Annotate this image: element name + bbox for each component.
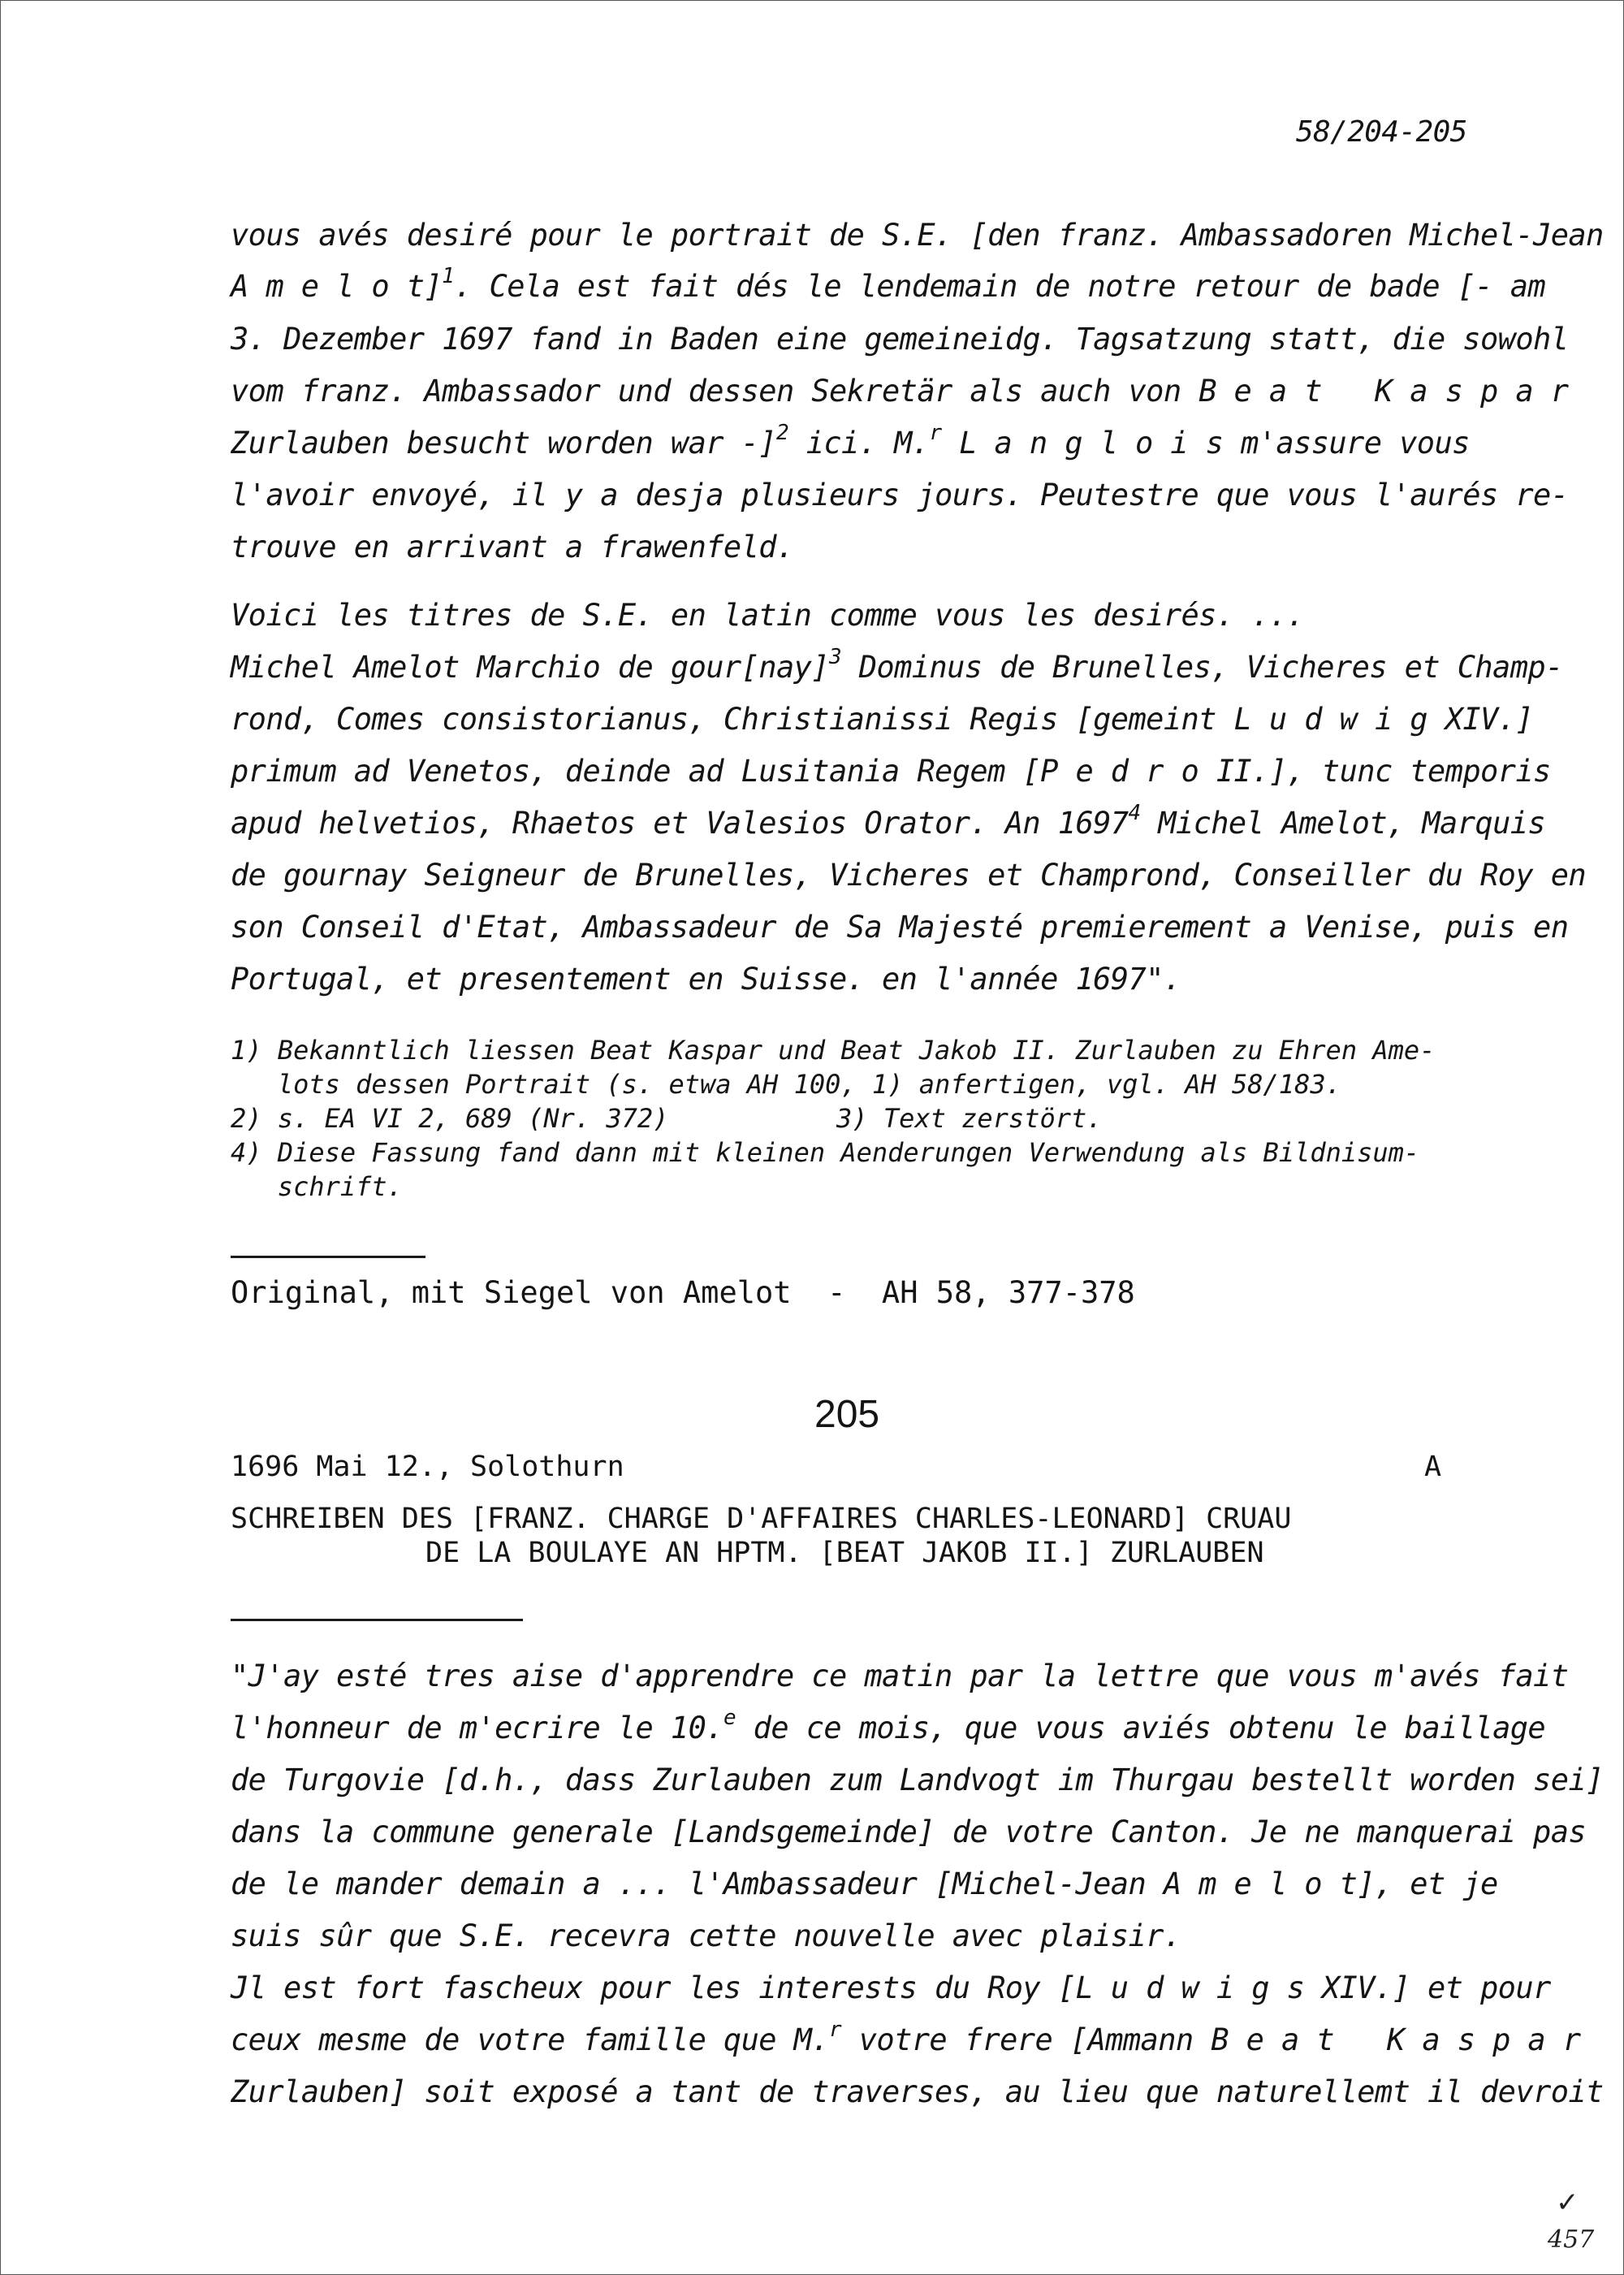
- text-line: de le mander demain a ... l'Ambassadeur [Michel-Jean A m e l o t], et je: [231, 1866, 1498, 1901]
- separator-rule: [231, 1619, 523, 1621]
- footnote-1: 1) Bekanntlich liessen Beat Kaspar und Beat Jakob II. Zurlauben zu Ehren Ame-: [231, 1035, 1436, 1066]
- footnote-3: 3) Text zerstört.: [836, 1103, 1103, 1134]
- superscript: r: [929, 420, 942, 445]
- text-line: Zurlauben besucht worden war -]$^2$ ici. M.$^r$ L a n g l o i s m'assure vous: [231, 420, 1470, 461]
- text-line: vom franz. Ambassador und dessen Sekretär als auch von B e a t K a s p a r: [231, 374, 1569, 409]
- text-line: suis sûr que S.E. recevra cette nouvelle avec plaisir.: [231, 1918, 1181, 1953]
- text-line: Zurlauben] soit exposé a tant de traverses, au lieu que naturellemt il devroit: [231, 2074, 1604, 2109]
- footnote-ref: 4: [1128, 800, 1141, 825]
- superscript: r: [828, 2017, 842, 2042]
- separator-rule: [231, 1256, 425, 1258]
- text-line: trouve en arrivant a frawenfeld.: [231, 530, 794, 564]
- footnote-4-cont: schrift.: [231, 1171, 403, 1202]
- text-line: son Conseil d'Etat, Ambassadeur de Sa Majesté premierement a Venise, puis en: [231, 910, 1569, 945]
- text-line: de Turgovie [d.h., dass Zurlauben zum Landvogt im Thurgau bestellt worden sei]: [231, 1762, 1604, 1797]
- document-heading: SCHREIBEN DES [FRANZ. CHARGE D'AFFAIRES CHARLES-LEONARD] CRUAU: [231, 1503, 1292, 1535]
- text-line: Portugal, et presentement en Suisse. en l'année 1697".: [231, 962, 1181, 997]
- superscript: e: [723, 1705, 736, 1730]
- text-line: vous avés desiré pour le portrait de S.E. [den franz. Ambassadoren Michel-Jean: [231, 218, 1604, 253]
- text-line: l'honneur de m'ecrire le 10.$^e$ de ce mois, que vous aviés obtenu le baillage: [231, 1705, 1546, 1745]
- footnote-1-cont: lots dessen Portrait (s. etwa AH 100, 1) anfertigen, vgl. AH 58/183.: [231, 1069, 1341, 1100]
- text-line: Voici les titres de S.E. en latin comme vous les desirés. ...: [231, 598, 1305, 633]
- text-line: apud helvetios, Rhaetos et Valesios Orator. An 1697$^4$ Michel Amelot, Marquis: [231, 800, 1546, 841]
- footnote-ref: 2: [775, 420, 789, 445]
- text-line: de gournay Seigneur de Brunelles, Vicheres et Champrond, Conseiller du Roy en: [231, 858, 1587, 893]
- text-line: 3. Dezember 1697 fand in Baden eine gemeineidg. Tagsatzung statt, die sowohl: [231, 322, 1569, 357]
- footnote-ref: 1: [442, 263, 455, 288]
- text-line: A m e l o t]$^1$. Cela est fait dés le lendemain de notre retour de bade [- am: [231, 263, 1546, 304]
- check-mark: ✓: [1556, 2186, 1579, 2219]
- classification-letter: A: [1424, 1451, 1442, 1483]
- date-place: 1696 Mai 12., Solothurn: [231, 1451, 624, 1483]
- text-line: ceux mesme de votre famille que M.$^r$ votre frere [Ammann B e a t K a s p a r: [231, 2017, 1581, 2057]
- text-line: primum ad Venetos, deinde ad Lusitania Regem [P e d r o II.], tunc temporis: [231, 754, 1551, 789]
- source-note: Original, mit Siegel von Amelot - AH 58, 377-378: [231, 1275, 1135, 1310]
- text-line: Michel Amelot Marchio de gour[nay]$^3$ Dominus de Brunelles, Vicheres et Champ-: [231, 644, 1563, 685]
- folio-number: 457: [1548, 2225, 1595, 2254]
- text-line: dans la commune generale [Landsgemeinde] de votre Canton. Je ne manquerai pas: [231, 1814, 1587, 1849]
- page-reference: 58/204-205: [1296, 115, 1467, 149]
- text-line: l'avoir envoyé, il y a desja plusieurs jours. Peutestre que vous l'aurés re-: [231, 478, 1569, 513]
- text-line: "J'ay esté tres aise d'apprendre ce matin par la lettre que vous m'avés fait: [231, 1659, 1569, 1693]
- footnote-2: 2) s. EA VI 2, 689 (Nr. 372): [231, 1103, 669, 1134]
- text-line: rond, Comes consistorianus, Christianissi Regis [gemeint L u d w i g XIV.]: [231, 702, 1534, 737]
- footnote-4: 4) Diese Fassung fand dann mit kleinen Aenderungen Verwendung als Bildnisum-: [231, 1137, 1420, 1168]
- document-heading-cont: DE LA BOULAYE AN HPTM. [BEAT JAKOB II.] ZURLAUBEN: [425, 1537, 1264, 1569]
- footnote-ref: 3: [828, 644, 842, 669]
- text-line: Jl est fort fascheux pour les interests du Roy [L u d w i g s XIV.] et pour: [231, 1970, 1551, 2005]
- document-number: 205: [814, 1393, 880, 1436]
